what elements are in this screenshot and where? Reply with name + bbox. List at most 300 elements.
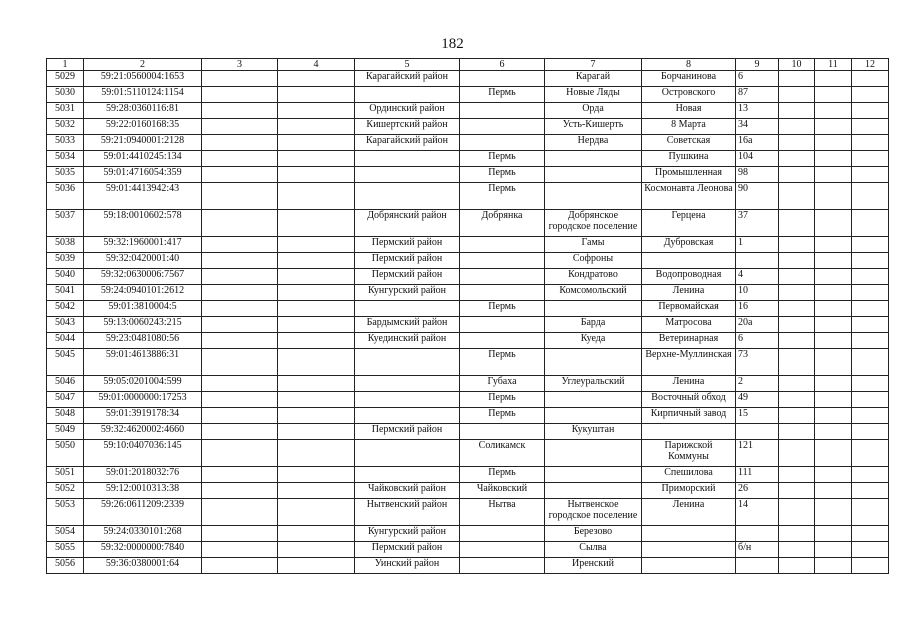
table-cell: Кукуштан xyxy=(545,424,642,440)
table-cell: Добрянское городское поселение xyxy=(545,210,642,237)
table-cell: 5030 xyxy=(47,87,84,103)
table-cell: 49 xyxy=(736,392,779,408)
table-body xyxy=(47,71,889,574)
table-cell xyxy=(852,135,889,151)
table-cell: 59:22:0160168:35 xyxy=(84,119,202,135)
registry-table xyxy=(46,58,889,574)
table-cell xyxy=(278,333,355,349)
table-row xyxy=(47,103,889,119)
table-cell xyxy=(852,183,889,210)
table-cell: 59:01:4413942:43 xyxy=(84,183,202,210)
table-cell xyxy=(852,87,889,103)
table-cell xyxy=(779,440,815,467)
table-cell xyxy=(815,87,852,103)
table-cell xyxy=(779,424,815,440)
table-cell: Губаха xyxy=(460,376,545,392)
table-cell xyxy=(852,210,889,237)
table-cell xyxy=(278,392,355,408)
table-cell xyxy=(355,392,460,408)
table-cell xyxy=(278,499,355,526)
table-cell xyxy=(779,408,815,424)
table-cell xyxy=(642,526,736,542)
table-cell: Кунгурский район xyxy=(355,526,460,542)
table-cell xyxy=(460,317,545,333)
table-cell: Пермь xyxy=(460,392,545,408)
table-cell: Гамы xyxy=(545,237,642,253)
table-cell: 5056 xyxy=(47,558,84,574)
table-cell xyxy=(545,301,642,317)
table-cell: Водопроводная xyxy=(642,269,736,285)
table-cell xyxy=(278,167,355,183)
table-cell xyxy=(355,349,460,376)
table-cell: 59:01:4716054:359 xyxy=(84,167,202,183)
table-cell: 10 xyxy=(736,285,779,301)
table-cell: Чайковский район xyxy=(355,483,460,499)
table-cell: Восточный обход xyxy=(642,392,736,408)
table-cell: 59:21:0940001:2128 xyxy=(84,135,202,151)
table-cell: Новые Ляды xyxy=(545,87,642,103)
table-cell: 14 xyxy=(736,499,779,526)
table-cell xyxy=(852,467,889,483)
table-cell: Пермь xyxy=(460,349,545,376)
table-cell xyxy=(278,87,355,103)
table-cell: 5047 xyxy=(47,392,84,408)
table-cell xyxy=(642,253,736,269)
table-cell: Соликамск xyxy=(460,440,545,467)
table-cell: Матросова xyxy=(642,317,736,333)
table-cell xyxy=(278,424,355,440)
table-cell: 59:21:0560004:1653 xyxy=(84,71,202,87)
table-cell xyxy=(202,135,278,151)
table-cell: 5029 xyxy=(47,71,84,87)
table-cell xyxy=(202,103,278,119)
table-cell: 6 xyxy=(736,333,779,349)
table-cell: 6 xyxy=(736,71,779,87)
table-cell xyxy=(852,103,889,119)
table-row xyxy=(47,424,889,440)
table-cell xyxy=(815,558,852,574)
table-row xyxy=(47,87,889,103)
table-cell xyxy=(355,440,460,467)
table-cell: 5035 xyxy=(47,167,84,183)
table-cell xyxy=(278,440,355,467)
table-cell: Промышленная xyxy=(642,167,736,183)
table-cell: 5048 xyxy=(47,408,84,424)
table-cell: Карагайский район xyxy=(355,135,460,151)
table-cell: Березово xyxy=(545,526,642,542)
table-cell xyxy=(779,558,815,574)
table-row xyxy=(47,183,889,210)
table-cell xyxy=(202,333,278,349)
table-cell: 59:01:3919178:34 xyxy=(84,408,202,424)
table-cell: 16 xyxy=(736,301,779,317)
table-cell: Пермский район xyxy=(355,253,460,269)
table-cell xyxy=(852,333,889,349)
table-cell: Усть-Кишерть xyxy=(545,119,642,135)
table-cell: Ленина xyxy=(642,499,736,526)
table-cell: 59:32:0630006:7567 xyxy=(84,269,202,285)
table-cell: 111 xyxy=(736,467,779,483)
table-cell: Пермский район xyxy=(355,237,460,253)
table-cell xyxy=(852,301,889,317)
table-cell xyxy=(278,376,355,392)
table-cell xyxy=(460,333,545,349)
table-cell xyxy=(779,87,815,103)
table-cell xyxy=(202,317,278,333)
column-header-9: 9 xyxy=(736,59,779,71)
table-cell xyxy=(460,119,545,135)
table-cell xyxy=(278,253,355,269)
table-cell xyxy=(852,71,889,87)
table-cell xyxy=(815,183,852,210)
column-header-10: 10 xyxy=(779,59,815,71)
table-cell: Дубровская xyxy=(642,237,736,253)
table-cell xyxy=(779,135,815,151)
table-cell xyxy=(779,103,815,119)
table-cell: 13 xyxy=(736,103,779,119)
table-cell xyxy=(642,558,736,574)
table-cell xyxy=(852,440,889,467)
table-cell: 5053 xyxy=(47,499,84,526)
table-cell xyxy=(202,424,278,440)
table-cell: 90 xyxy=(736,183,779,210)
table-cell: Нытвенское городское поселение xyxy=(545,499,642,526)
table-cell xyxy=(779,151,815,167)
table-cell: 5055 xyxy=(47,542,84,558)
table-cell xyxy=(460,526,545,542)
table-cell xyxy=(815,349,852,376)
table-cell xyxy=(815,210,852,237)
table-cell: 59:24:0330101:268 xyxy=(84,526,202,542)
table-row xyxy=(47,151,889,167)
table-cell: 5031 xyxy=(47,103,84,119)
table-cell: 5051 xyxy=(47,467,84,483)
table-cell xyxy=(779,542,815,558)
table-row xyxy=(47,483,889,499)
table-cell xyxy=(815,483,852,499)
table-cell: Пермь xyxy=(460,183,545,210)
table-cell xyxy=(779,317,815,333)
table-cell: Бардымский район xyxy=(355,317,460,333)
column-header-3: 3 xyxy=(202,59,278,71)
table-cell: Углеуральский xyxy=(545,376,642,392)
table-cell xyxy=(779,467,815,483)
table-cell xyxy=(852,237,889,253)
table-cell: Пермь xyxy=(460,167,545,183)
table-cell xyxy=(278,103,355,119)
table-cell xyxy=(278,151,355,167)
table-cell: Куединский район xyxy=(355,333,460,349)
table-row xyxy=(47,440,889,467)
table-cell: Космонавта Леонова xyxy=(642,183,736,210)
table-row xyxy=(47,269,889,285)
table-cell: Чайковский xyxy=(460,483,545,499)
table-row xyxy=(47,499,889,526)
table-cell: 5039 xyxy=(47,253,84,269)
table-cell: Первомайская xyxy=(642,301,736,317)
table-cell: Уинский район xyxy=(355,558,460,574)
table-cell xyxy=(278,183,355,210)
table-cell xyxy=(815,317,852,333)
table-cell: Пермь xyxy=(460,87,545,103)
table-cell xyxy=(202,119,278,135)
table-cell xyxy=(545,440,642,467)
table-cell: 34 xyxy=(736,119,779,135)
table-cell: 5033 xyxy=(47,135,84,151)
table-cell xyxy=(202,151,278,167)
table-cell xyxy=(545,349,642,376)
table-cell: 59:26:0611209:2339 xyxy=(84,499,202,526)
table-cell xyxy=(278,558,355,574)
table-cell xyxy=(202,269,278,285)
table-cell xyxy=(202,408,278,424)
table-cell: Пермь xyxy=(460,408,545,424)
table-cell xyxy=(779,392,815,408)
column-header-1: 1 xyxy=(47,59,84,71)
table-cell: Карагай xyxy=(545,71,642,87)
table-cell xyxy=(736,253,779,269)
table-cell: Ветеринарная xyxy=(642,333,736,349)
table-cell xyxy=(545,483,642,499)
table-cell: 59:01:5110124:1154 xyxy=(84,87,202,103)
table-cell xyxy=(355,376,460,392)
table-cell: 5032 xyxy=(47,119,84,135)
table-cell: Пермь xyxy=(460,301,545,317)
table-cell xyxy=(815,103,852,119)
table-cell xyxy=(736,558,779,574)
table-cell: 59:05:0201004:599 xyxy=(84,376,202,392)
table-cell: Пермь xyxy=(460,151,545,167)
table-cell: 59:13:0060243:215 xyxy=(84,317,202,333)
table-cell: 15 xyxy=(736,408,779,424)
table-cell xyxy=(460,237,545,253)
table-cell: Пушкина xyxy=(642,151,736,167)
table-cell: 59:12:0010313:38 xyxy=(84,483,202,499)
table-cell: Нердва xyxy=(545,135,642,151)
table-cell xyxy=(278,237,355,253)
table-cell: Ординский район xyxy=(355,103,460,119)
table-cell xyxy=(779,269,815,285)
table-cell xyxy=(460,542,545,558)
table-cell xyxy=(852,499,889,526)
table-cell xyxy=(852,542,889,558)
table-row xyxy=(47,210,889,237)
table-row xyxy=(47,285,889,301)
table-cell: Орда xyxy=(545,103,642,119)
table-row xyxy=(47,349,889,376)
table-cell xyxy=(815,467,852,483)
table-cell xyxy=(815,253,852,269)
table-cell xyxy=(852,349,889,376)
table-cell xyxy=(815,408,852,424)
table-cell: Иренский xyxy=(545,558,642,574)
table-cell: 5050 xyxy=(47,440,84,467)
table-cell xyxy=(852,253,889,269)
table-cell xyxy=(460,103,545,119)
table-cell: 5049 xyxy=(47,424,84,440)
table-cell: Софроны xyxy=(545,253,642,269)
table-cell xyxy=(460,253,545,269)
table-cell xyxy=(202,376,278,392)
table-cell: 26 xyxy=(736,483,779,499)
column-header-4: 4 xyxy=(278,59,355,71)
table-cell xyxy=(278,317,355,333)
table-cell xyxy=(852,285,889,301)
table-cell: 59:32:0420001:40 xyxy=(84,253,202,269)
table-row xyxy=(47,253,889,269)
table-cell xyxy=(852,151,889,167)
table-cell xyxy=(852,392,889,408)
table-cell xyxy=(278,301,355,317)
table-cell xyxy=(642,542,736,558)
table-cell xyxy=(278,119,355,135)
column-header-5: 5 xyxy=(355,59,460,71)
table-cell xyxy=(815,424,852,440)
table-cell: 5038 xyxy=(47,237,84,253)
table-cell xyxy=(779,333,815,349)
table-cell: 5034 xyxy=(47,151,84,167)
table-cell: 5045 xyxy=(47,349,84,376)
table-cell xyxy=(779,119,815,135)
table-cell: Добрянский район xyxy=(355,210,460,237)
table-cell xyxy=(278,467,355,483)
table-cell xyxy=(815,119,852,135)
table-row xyxy=(47,167,889,183)
column-header-6: 6 xyxy=(460,59,545,71)
table-cell: 5052 xyxy=(47,483,84,499)
table-cell xyxy=(815,167,852,183)
table-cell xyxy=(202,210,278,237)
table-cell xyxy=(852,424,889,440)
table-cell: Новая xyxy=(642,103,736,119)
table-row xyxy=(47,558,889,574)
table-cell xyxy=(202,467,278,483)
column-header-12: 12 xyxy=(852,59,889,71)
table-cell xyxy=(852,167,889,183)
table-cell: Ленина xyxy=(642,376,736,392)
table-cell: Пермский район xyxy=(355,542,460,558)
table-cell xyxy=(278,483,355,499)
table-cell: 5040 xyxy=(47,269,84,285)
table-cell xyxy=(779,499,815,526)
table-cell: Сылва xyxy=(545,542,642,558)
table-cell xyxy=(202,237,278,253)
table-cell: 59:10:0407036:145 xyxy=(84,440,202,467)
table-cell: Кунгурский район xyxy=(355,285,460,301)
page-number: 182 xyxy=(441,36,464,52)
table-cell xyxy=(355,151,460,167)
table-row xyxy=(47,237,889,253)
table-cell xyxy=(460,135,545,151)
table-cell xyxy=(852,408,889,424)
table-cell xyxy=(545,467,642,483)
table-cell xyxy=(202,558,278,574)
table-cell: Пермь xyxy=(460,467,545,483)
table-cell: 5042 xyxy=(47,301,84,317)
table-cell: 59:28:0360116:81 xyxy=(84,103,202,119)
table-cell: Нытва xyxy=(460,499,545,526)
table-cell: 59:18:0010602:578 xyxy=(84,210,202,237)
table-cell xyxy=(642,424,736,440)
table-cell: Комсомольский xyxy=(545,285,642,301)
table-cell xyxy=(852,376,889,392)
table-cell xyxy=(278,135,355,151)
table-cell: 59:32:4620002:4660 xyxy=(84,424,202,440)
table-cell xyxy=(852,119,889,135)
table-cell: 4 xyxy=(736,269,779,285)
table-cell: Приморский xyxy=(642,483,736,499)
column-header-7: 7 xyxy=(545,59,642,71)
table-row xyxy=(47,467,889,483)
table-cell: 8 Марта xyxy=(642,119,736,135)
table-cell: 121 xyxy=(736,440,779,467)
table-cell xyxy=(852,526,889,542)
table-cell xyxy=(779,349,815,376)
table-row xyxy=(47,301,889,317)
table-cell: Барда xyxy=(545,317,642,333)
table-cell xyxy=(202,253,278,269)
table-cell xyxy=(355,408,460,424)
table-cell xyxy=(815,333,852,349)
table-cell xyxy=(202,87,278,103)
table-cell xyxy=(278,526,355,542)
table-cell xyxy=(460,558,545,574)
table-cell: 5044 xyxy=(47,333,84,349)
table-cell: б/н xyxy=(736,542,779,558)
table-cell xyxy=(815,269,852,285)
table-cell xyxy=(202,499,278,526)
table-cell: 73 xyxy=(736,349,779,376)
table-cell xyxy=(545,151,642,167)
table-cell: Кишертский район xyxy=(355,119,460,135)
table-cell: 1 xyxy=(736,237,779,253)
table-cell xyxy=(815,392,852,408)
table-cell: Ленина xyxy=(642,285,736,301)
table-row xyxy=(47,526,889,542)
table-cell xyxy=(545,183,642,210)
table-cell: Спешилова xyxy=(642,467,736,483)
table-cell xyxy=(815,301,852,317)
table-row xyxy=(47,333,889,349)
table-cell xyxy=(202,301,278,317)
table-cell xyxy=(852,269,889,285)
table-cell: Герцена xyxy=(642,210,736,237)
table-cell: 5054 xyxy=(47,526,84,542)
table-cell: 59:24:0940101:2612 xyxy=(84,285,202,301)
table-cell xyxy=(852,483,889,499)
table-cell xyxy=(779,526,815,542)
table-cell xyxy=(779,71,815,87)
table-cell xyxy=(815,135,852,151)
table-cell: Верхне-Муллинская xyxy=(642,349,736,376)
table-cell xyxy=(460,71,545,87)
table-cell xyxy=(278,542,355,558)
table-cell: 5041 xyxy=(47,285,84,301)
table-cell xyxy=(852,317,889,333)
table-cell: 59:01:3810004:5 xyxy=(84,301,202,317)
table-cell xyxy=(460,424,545,440)
table-row xyxy=(47,408,889,424)
table-cell xyxy=(852,558,889,574)
table-cell xyxy=(202,71,278,87)
table-cell xyxy=(815,151,852,167)
table-cell xyxy=(779,237,815,253)
table-cell: 5043 xyxy=(47,317,84,333)
table-row xyxy=(47,135,889,151)
table-cell xyxy=(815,376,852,392)
header-row xyxy=(47,59,889,71)
table-cell xyxy=(278,349,355,376)
